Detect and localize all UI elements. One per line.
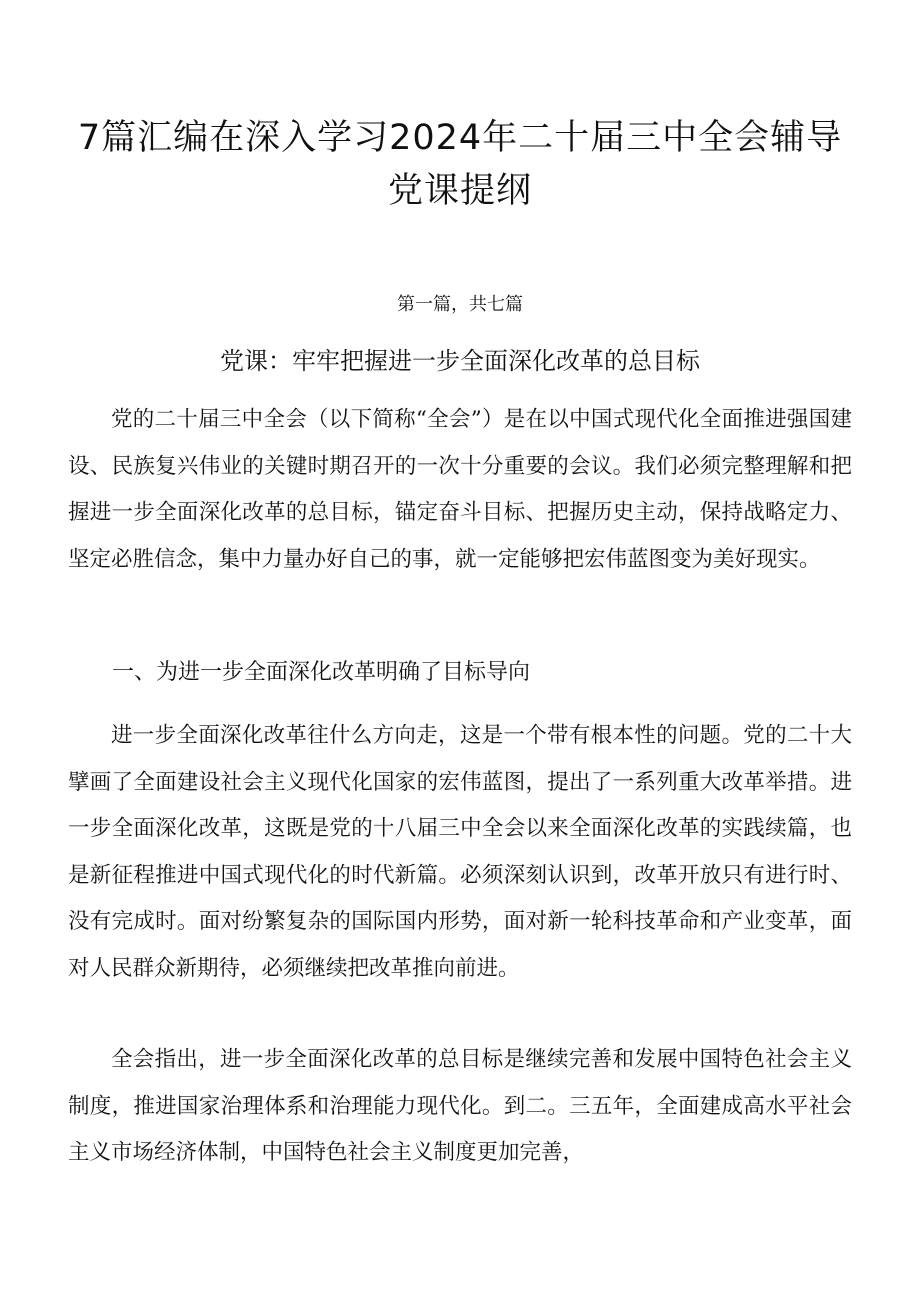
paragraph-goal: 全会指出，进一步全面深化改革的总目标是继续完善和发展中国特色社会主义制度，推进国家治理体系和治理能力现代化。到二。三五年，全面建成高水平社会主义市场经济体制，中国特色社会主义制度更加完善， <box>68 1047 852 1165</box>
document-title: 7篇汇编在深入学习2024年二十届三中全会辅导党课提纲 <box>77 118 843 211</box>
paragraph-direction: 进一步全面深化改革往什么方向走，这是一个带有根本性的问题。党的二十大擘画了全面建设社会主义现代化国家的宏伟蓝图，提出了一系列重大改革举措。进一步全面深化改革，这既是党的十八届三中全会以来全面深化改革的实践续篇，也是新征程推进中国式现代化的时代新篇。必须深刻认识到，改革开放只有进行时、没有完成时。面对纷繁复杂的国际国内形势，面对新一轮科技革命和产业变革，面对人民群众新期待，必须继续把改革推向前进。 <box>68 723 852 981</box>
lesson-title: 党课：牢牢把握进一步全面深化改革的总目标 <box>220 347 700 375</box>
section-heading-1: 一、为进一步全面深化改革明确了目标导向 <box>112 660 531 685</box>
paragraph-intro: 党的二十届三中全会（以下简称“全会”）是在以中国式现代化全面推进强国建设、民族复兴伟业的关键时期召开的一次十分重要的会议。我们必须完整理解和把握进一步全面深化改革的总目标，锚定奋斗目标、把握历史主动，保持战略定力、坚定必胜信念，集中力量办好自己的事，就一定能够把宏伟蓝图变为美好现实。 <box>68 407 852 572</box>
chapter-label: 第一篇，共七篇 <box>397 294 523 315</box>
